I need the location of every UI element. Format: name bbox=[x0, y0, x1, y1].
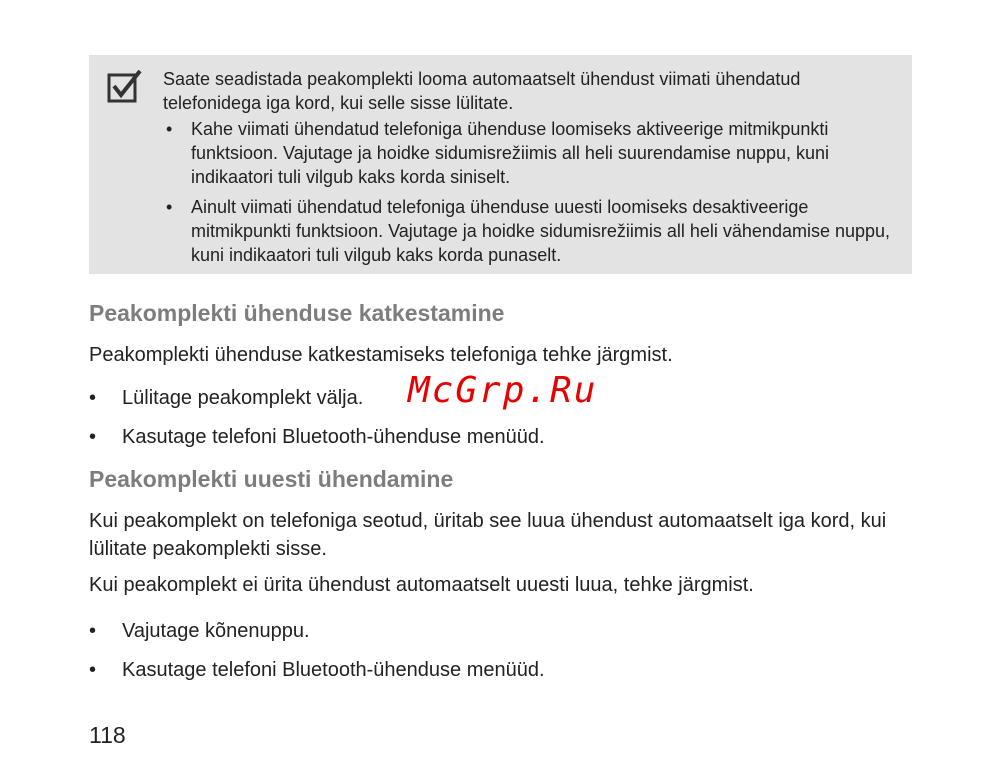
bullet-symbol: • bbox=[89, 387, 97, 409]
list-item bbox=[89, 384, 363, 412]
section-paragraph: Kui peakomplekt ei ürita ühendust automaatselt uuesti luua, tehke järgmist. bbox=[89, 574, 754, 596]
note-text bbox=[163, 67, 893, 273]
bullet-symbol: • bbox=[89, 426, 97, 448]
bullet-symbol: • bbox=[89, 620, 97, 642]
note-bullet-item bbox=[163, 117, 893, 189]
list-item bbox=[89, 656, 545, 684]
list-item-text: Lülitage peakomplekt välja. bbox=[122, 387, 364, 409]
page-number: 118 bbox=[89, 722, 126, 748]
note-box bbox=[89, 55, 912, 274]
list-item-text: Kasutage telefoni Bluetooth-ühenduse menüüd. bbox=[122, 426, 545, 448]
list-item-text: Vajutage kõnenuppu. bbox=[122, 620, 310, 642]
note-bullet-text: Kahe viimati ühendatud telefoniga ühenduse loomiseks aktiveerige mitmikpunkti funktsioon. Vajutage ja hoidke sidumisrežiimis all heli suurendamise nuppu, kuni indikaatori tuli vilgub kaks korda siniselt. bbox=[191, 119, 830, 187]
section-intro-disconnect: Peakomplekti ühenduse katkestamiseks telefoniga tehke järgmist. bbox=[89, 344, 673, 366]
note-bullet-item bbox=[163, 195, 893, 267]
checkbox-icon bbox=[107, 69, 143, 105]
section-heading-disconnect: Peakomplekti ühenduse katkestamine bbox=[89, 300, 505, 326]
bullet-symbol: • bbox=[166, 197, 173, 217]
section-heading-reconnect: Peakomplekti uuesti ühendamine bbox=[89, 466, 454, 492]
note-intro: Saate seadistada peakomplekti looma automaatselt ühendust viimati ühendatud telefonidega iga kord, kui selle sisse lülitate. bbox=[163, 69, 801, 113]
note-bullet-text: Ainult viimati ühendatud telefoniga ühenduse uuesti loomiseks desaktiveerige mitmikpunkti funktsioon. Vajutage ja hoidke sidumisrežiimis all heli vähendamise nuppu, kuni indikaatori tuli vilgub kaks korda punaselt. bbox=[191, 197, 891, 265]
watermark: McGrp.Ru bbox=[408, 370, 598, 411]
section-paragraph: Kui peakomplekt on telefoniga seotud, üritab see luua ühendust automaatselt iga kord, kui lülitate peakomplekti sisse. bbox=[89, 510, 887, 560]
list-item bbox=[89, 423, 545, 451]
list-item bbox=[89, 617, 310, 645]
bullet-symbol: • bbox=[166, 119, 173, 139]
list-item-text: Kasutage telefoni Bluetooth-ühenduse menüüd. bbox=[122, 659, 545, 681]
bullet-symbol: • bbox=[89, 659, 97, 681]
note-bullet-list bbox=[163, 117, 893, 267]
